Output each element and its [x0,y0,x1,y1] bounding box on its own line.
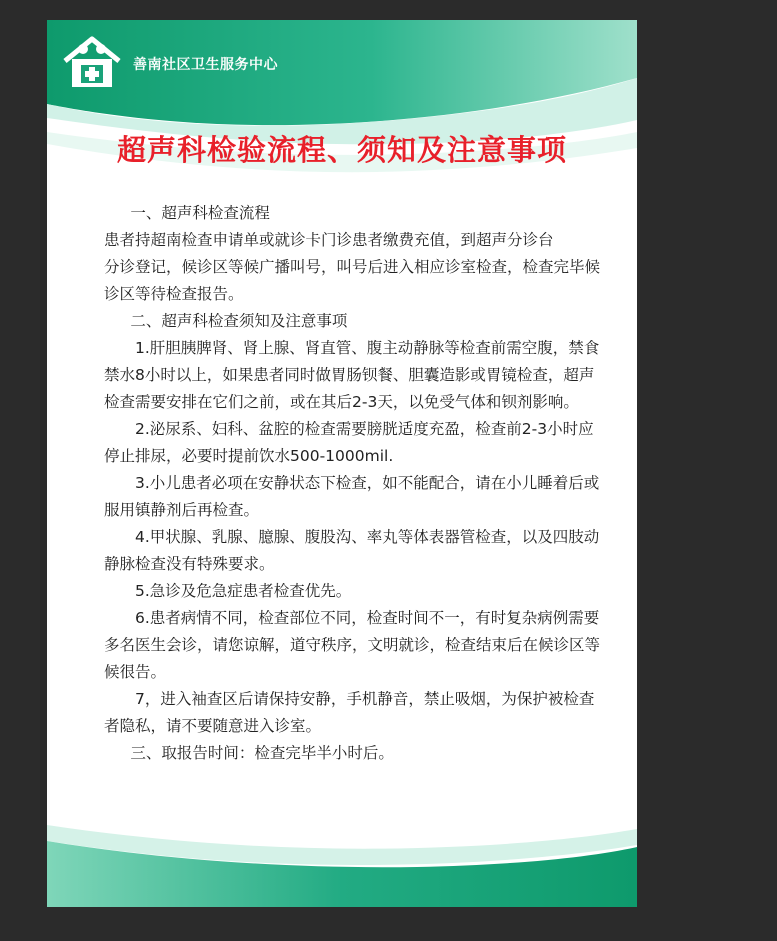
notice-item-7: 7，进入袖查区后请保持安静，手机静音，禁止吸烟，为保护被检查者隐私，请不要随意进入诊室。 [104,690,595,735]
bottom-wave-banner [47,807,637,907]
notice-item-1: 1.肝胆胰脾肾、肾上腺、肾直管、腹主动静脉等检查前需空腹，禁食禁水8小时以上，如果患者同时做胃肠钡餐、胆囊造影或胃镜检查，超声检查需要安排在它们之前，或在其后2-3天，以免受气体和钡剂影响。 [104,339,600,411]
notice-item-4: 4.甲状腺、乳腺、臆腺、腹股沟、率丸等体表器管检查，以及四肢动静脉检查没有特殊要求。 [104,528,600,573]
notice-item-2: 2.泌尿系、妇科、盆腔的检查需要膀胱适度充盈，检查前2-3小时应停止排尿，必要时提前饮水500-1000mil. [104,420,594,465]
house-medical-cross-logo-icon [61,35,123,91]
section-1-paragraph-2: 分诊登记，候诊区等候广播叫号，叫号后进入相应诊室检查，检查完毕候诊区等待检查报告。 [104,258,601,303]
notice-item-3: 3.小儿患者必项在安静状态下检查，如不能配合，请在小儿睡着后或服用镇静剂后再检查。 [104,474,600,519]
section-1-paragraph-1: 患者持超南检查申请单或就诊卡门诊患者缴费充值，到超声分诊台 [104,231,554,249]
section-2-heading: 二、超声科检查须知及注意事项 [130,312,348,330]
poster [47,20,637,907]
notice-item-5: 5.急诊及危急症患者检查优先。 [135,582,352,600]
section-1-heading: 一、超声科检查流程 [130,204,270,222]
section-3-heading: 三、取报告时间：检查完毕半小时后。 [130,744,394,762]
org-name: 善南社区卫生服务中心 [133,57,278,73]
notice-item-6: 6.患者病情不同，检查部位不同，检查时间不一，有时复杂病例需要多名医生会诊，请您谅解，道守秩序，文明就诊，检查结束后在候诊区等候很告。 [104,609,601,681]
notice-body [104,200,604,767]
page-title: 超声科检验流程、须知及注意事项 [116,133,567,167]
top-wave-banner [47,20,637,220]
